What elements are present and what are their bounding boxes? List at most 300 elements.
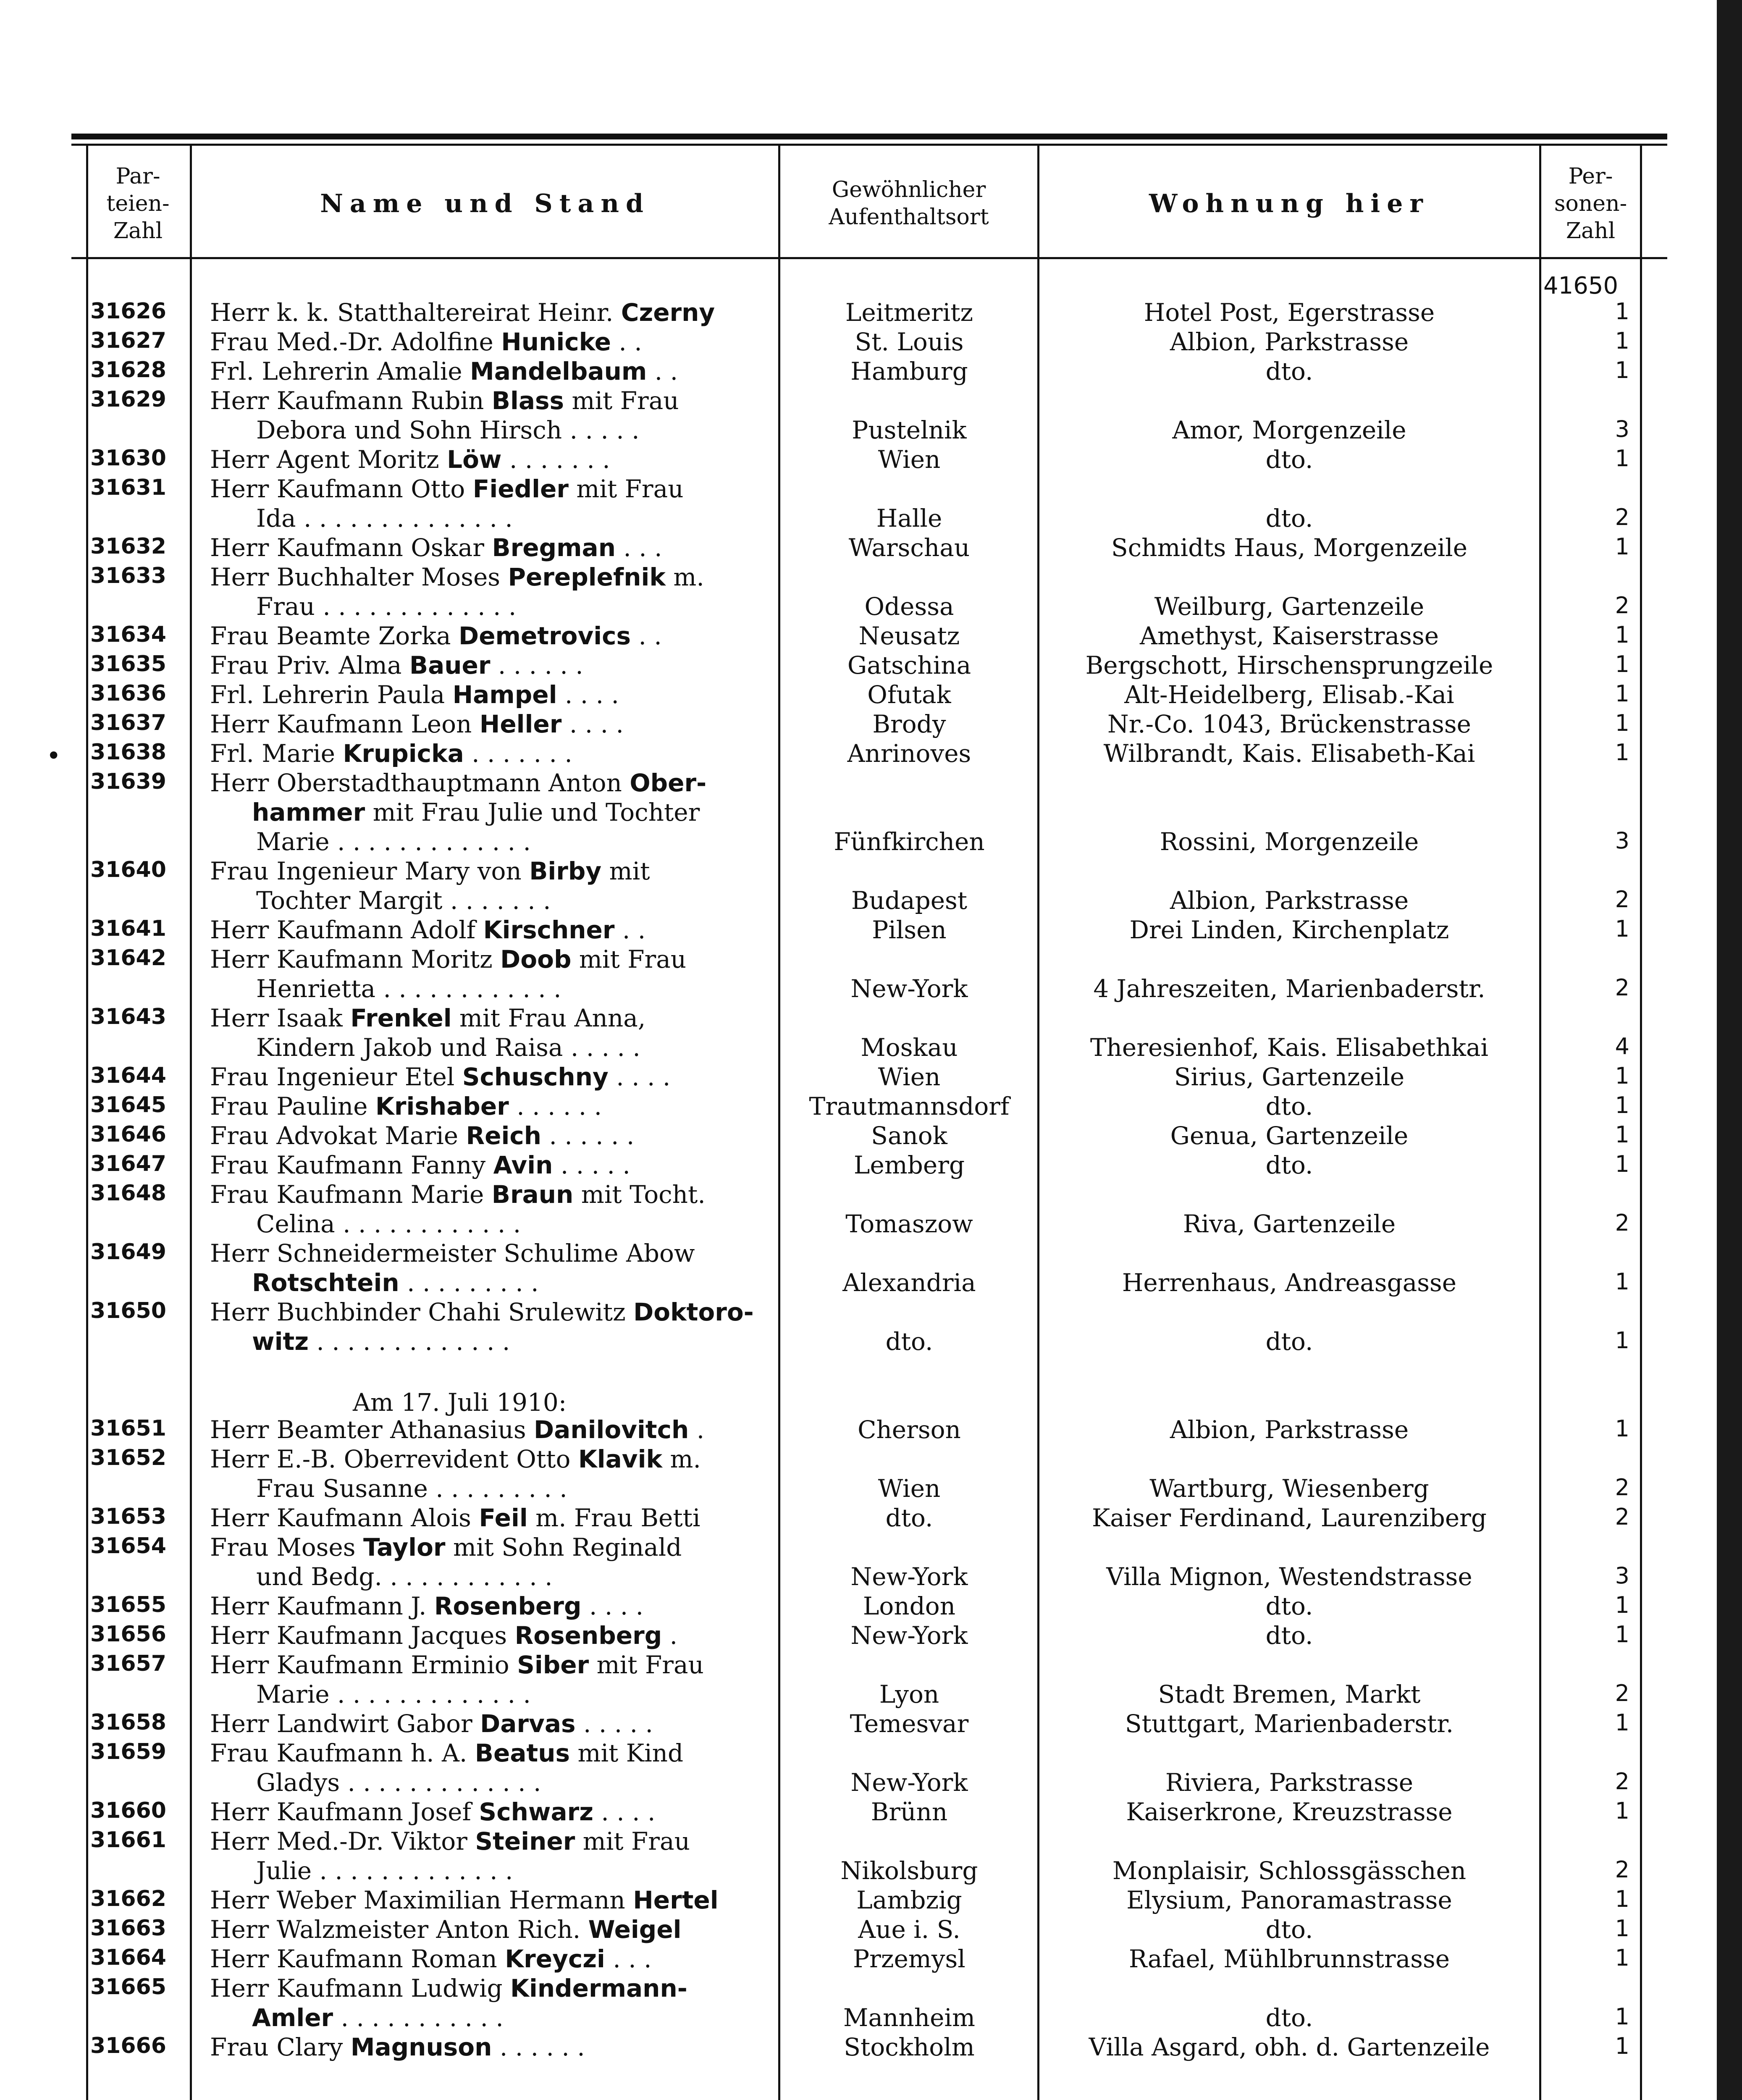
entry-address: Riva, Gartenzeile (1183, 1210, 1396, 1238)
entry-surname: Steiner (475, 1827, 575, 1856)
entry-name-line (210, 1974, 687, 2003)
entry-name-tail: . . . . (581, 1592, 644, 1620)
entry-surname: Rosenberg (514, 1621, 662, 1650)
entry-number: 31638 (90, 740, 166, 765)
entry-persons: 1 (1615, 680, 1629, 707)
entry-address: dto. (1265, 1592, 1313, 1620)
entry-name-line (210, 533, 662, 562)
entry-address: dto. (1265, 2003, 1313, 2032)
entry-origin: Nikolsburg (840, 1856, 978, 1885)
entry-surname: Darvas (480, 1709, 576, 1738)
entry-surname: Schuschny (462, 1063, 609, 1091)
entry-name-text: Frau Beamte Zorka (210, 622, 459, 650)
entry-surname: Amler (252, 2003, 333, 2032)
entry-origin: Wien (878, 1063, 941, 1091)
entry-name-text: Herr Kaufmann Ludwig (210, 1974, 511, 2003)
entry-name-text: Herr E.-B. Oberrevident Otto (210, 1445, 578, 1473)
entry-address: Weilburg, Gartenzeile (1154, 592, 1425, 621)
entry-origin: Brünn (871, 1798, 948, 1826)
entry-name-text: Frau Susanne . . . . . . . . . (256, 1474, 567, 1503)
entry-name-line (256, 888, 551, 913)
entry-address: Albion, Parkstrasse (1170, 886, 1409, 915)
header-number: Par- teien- Zahl (106, 163, 170, 244)
entry-persons: 1 (1615, 2033, 1629, 2059)
entry-name-line (256, 1212, 521, 1236)
entry-number: 31651 (90, 1416, 166, 1441)
entry-address: dto. (1265, 357, 1313, 386)
entry-name-text: Herr Landwirt Gabor (210, 1709, 480, 1738)
entry-origin: New-York (850, 974, 968, 1003)
entry-name-text: Frau . . . . . . . . . . . . . (256, 592, 517, 621)
entry-name-line: Marie . . . . . . . . . . . . . (256, 827, 531, 856)
entry-name-text: Frau Med.-Dr. Adolfine (210, 328, 501, 356)
entry-name-tail: . . (611, 328, 642, 356)
entry-name-tail: . . . . . . . . . (399, 1268, 539, 1297)
entry-persons: 2 (1615, 1856, 1629, 1883)
entry-name-tail: . . . . . . . . . . . (333, 2003, 504, 2032)
entry-surname: Avin (493, 1151, 553, 1179)
entry-origin: Pilsen (872, 916, 947, 944)
entry-name-line (210, 1182, 706, 1207)
entry-address: Stuttgart, Marienbaderstr. (1125, 1709, 1454, 1738)
entry-surname: Löw (447, 445, 502, 474)
entry-address: Elysium, Panoramastrasse (1126, 1886, 1452, 1914)
entry-surname: Mandelbaum (470, 357, 647, 386)
entry-number: 31630 (90, 446, 166, 471)
entry-name-line (256, 1476, 567, 1501)
entry-number: 31641 (90, 916, 166, 941)
entry-name-line (210, 1947, 652, 1971)
entry-name-line (210, 357, 678, 386)
entry-persons: 1 (1615, 1886, 1629, 1912)
entry-name-tail: . . . . (557, 680, 619, 709)
entry-address: Kaiserkrone, Kreuzstrasse (1126, 1798, 1453, 1826)
entry-address: dto. (1265, 1621, 1313, 1650)
col-line-name (778, 146, 780, 2100)
entry-name-line (210, 1300, 754, 1324)
entry-name-line (210, 330, 642, 354)
entry-name-line (210, 1092, 602, 1121)
entry-number: 31647 (90, 1151, 166, 1176)
entry-number: 31646 (90, 1122, 166, 1147)
entry-address: Wartburg, Wiesenberg (1149, 1474, 1429, 1503)
entry-persons: 1 (1615, 1621, 1629, 1648)
entry-surname: Krupicka (343, 739, 464, 768)
entry-surname: Birby (529, 857, 602, 885)
entry-persons: 1 (1615, 1268, 1629, 1295)
entry-origin: Halle (876, 504, 942, 533)
entry-name-text: Herr Buchhalter Moses (210, 563, 508, 591)
entry-surname: Frenkel (350, 1004, 452, 1032)
entry-name-line (210, 859, 650, 883)
entry-surname: Demetrovics (459, 622, 631, 650)
entry-name-tail: . . . . . . . . . . . . . (308, 1327, 510, 1356)
entry-address: Villa Mignon, Westendstrasse (1106, 1562, 1472, 1591)
entry-origin: Brody (872, 710, 946, 738)
entry-name-tail: . . . . (608, 1063, 671, 1091)
entry-persons: 1 (1615, 357, 1629, 383)
entry-address: Amethyst, Kaiserstrasse (1139, 622, 1439, 650)
entry-name-text: Frau Moses (210, 1533, 363, 1562)
entry-origin: Odessa (864, 592, 954, 621)
entry-name-line (210, 300, 715, 325)
entry-persons: 2 (1615, 886, 1629, 913)
entry-surname: Magnuson (350, 2033, 492, 2061)
entry-origin: Gatschina (847, 651, 971, 680)
entry-name-line (210, 1653, 704, 1677)
entry-surname: Doob (500, 945, 572, 974)
entry-name-text: Frl. Lehrerin Paula (210, 680, 453, 709)
entry-name-tail: mit Frau (568, 475, 684, 503)
entry-name-text: Herr Kaufmann J. (210, 1592, 434, 1620)
entry-origin: Sanok (871, 1121, 947, 1150)
entry-address: dto. (1265, 1151, 1313, 1179)
entry-address: Schmidts Haus, Morgenzeile (1111, 533, 1468, 562)
entry-address: Nr.-Co. 1043, Brückenstrasse (1107, 710, 1471, 738)
entry-name-tail: m. Frau Betti (527, 1504, 700, 1532)
entry-surname: Czerny (621, 298, 715, 327)
entry-origin: Lyon (879, 1680, 939, 1709)
entry-origin: Lemberg (853, 1151, 965, 1179)
entry-surname: Kirschner (483, 916, 615, 944)
entry-persons: 1 (1615, 298, 1629, 325)
entry-name-text: Frau Priv. Alma (210, 651, 409, 680)
entry-persons: 1 (1615, 1063, 1629, 1089)
entry-name-text: Herr Kaufmann Roman (210, 1945, 505, 1973)
entry-surname: Fiedler (472, 475, 569, 503)
entry-name-line (256, 418, 640, 442)
entry-name-text: Frau Pauline (210, 1092, 375, 1121)
entry-name-text: Henrietta . . . . . . . . . . . . (256, 974, 561, 1003)
col-line-persons (1640, 146, 1642, 2100)
entry-persons: 2 (1615, 592, 1629, 619)
entry-surname: Weigel (588, 1915, 682, 1944)
entry-origin: Cherson (858, 1415, 961, 1444)
entry-name-line (210, 1153, 630, 1177)
entry-name-tail: . . . (605, 1945, 652, 1973)
entry-surname: Beatus (475, 1739, 570, 1767)
entry-number: 31662 (90, 1886, 166, 1911)
entry-surname: Feil (479, 1504, 528, 1532)
entry-persons: 2 (1615, 1474, 1629, 1501)
entry-origin: Wien (878, 1474, 941, 1503)
entry-surname: Krishaber (375, 1092, 509, 1121)
entry-number: 31634 (90, 622, 166, 647)
entry-name-tail: . . . . . . (509, 1092, 602, 1121)
entry-origin: New-York (850, 1768, 968, 1797)
entry-name-line (210, 1506, 700, 1530)
entry-name-line (210, 712, 624, 736)
entry-surname: Siber (517, 1651, 589, 1679)
entry-origin: Temesvar (850, 1709, 969, 1738)
col-line-left (86, 146, 88, 2100)
entry-number: 31658 (90, 1710, 166, 1735)
entry-persons: 4 (1615, 1033, 1629, 1060)
entry-address: Riviera, Parkstrasse (1165, 1768, 1414, 1797)
entry-name-tail: . . . . . . (541, 1121, 635, 1150)
entry-name-tail: mit Frau (589, 1651, 704, 1679)
entry-name-line (210, 651, 583, 680)
entry-name-tail: . . . . . . (492, 2033, 585, 2061)
entry-origin: St. Louis (855, 328, 964, 356)
entry-address: Bergschott, Hirschensprungzeile (1085, 651, 1493, 680)
entry-name-text: und Bedg. . . . . . . . . . . . (256, 1562, 553, 1591)
header-address: Wohnung hier (1149, 189, 1430, 218)
entry-origin: Leitmeritz (845, 298, 973, 327)
entry-address: Wilbrandt, Kais. Elisabeth-Kai (1103, 739, 1475, 768)
entry-surname: Taylor (363, 1533, 446, 1562)
entry-persons: 1 (1615, 1151, 1629, 1177)
entry-origin: Pustelnik (852, 416, 967, 444)
entry-name-line (210, 1239, 695, 1268)
entry-name-line (210, 1741, 683, 1765)
entry-name-line (252, 1270, 539, 1295)
entry-origin: Trautmannsdorf (809, 1092, 1010, 1121)
entry-number: 31666 (90, 2033, 166, 2058)
entry-persons: 1 (1615, 1945, 1629, 1971)
entry-address: Albion, Parkstrasse (1170, 328, 1409, 356)
entry-name-line (210, 2035, 585, 2059)
col-line-origin (1037, 146, 1039, 2100)
header-persons: Per- sonen- Zahl (1554, 163, 1627, 244)
entry-name-line (252, 798, 700, 827)
entry-origin: Moskau (861, 1033, 958, 1062)
entry-number: 31656 (90, 1622, 166, 1647)
entry-surname: witz (252, 1327, 309, 1356)
entry-surname: hammer (252, 798, 365, 827)
entry-origin: London (863, 1592, 956, 1620)
entry-name-line (210, 771, 706, 795)
entry-origin: Aue i. S. (858, 1915, 960, 1944)
entry-name-text: Herr Kaufmann Oskar (210, 533, 492, 562)
entry-name-line (210, 1006, 645, 1030)
entry-address: dto. (1265, 445, 1313, 474)
entry-persons: 1 (1615, 739, 1629, 766)
entry-name-text: Herr Kaufmann Josef (210, 1798, 479, 1826)
entry-surname: Ober- (630, 769, 707, 797)
entry-name-line (256, 1770, 541, 1795)
entry-name-text: Herr Walzmeister Anton Rich. (210, 1915, 588, 1944)
entry-address: Sirius, Gartenzeile (1174, 1063, 1405, 1091)
entry-name-line (256, 504, 513, 533)
entry-name-line (210, 565, 704, 589)
entry-name-text: Frl. Marie (210, 739, 343, 768)
entry-number: 31635 (90, 651, 166, 677)
entry-name-line (256, 1858, 513, 1883)
entry-name-tail: mit (601, 857, 650, 885)
entry-name-tail: mit Frau (564, 386, 679, 415)
entry-name-line (210, 1888, 719, 1912)
entry-name-line (210, 477, 684, 501)
entry-origin: Fünfkirchen (834, 827, 985, 856)
entry-name-text: Kindern Jakob und Raisa . . . . . (256, 1033, 640, 1062)
entry-surname: Schwarz (479, 1798, 593, 1826)
entry-number: 31660 (90, 1798, 166, 1823)
entry-number: 31633 (90, 563, 166, 588)
entry-name-text: Frau Clary (210, 2033, 351, 2061)
entry-name-text: Gladys . . . . . . . . . . . . . (256, 1768, 541, 1797)
entry-name-text: Herr Kaufmann Otto (210, 475, 473, 503)
entry-persons: 1 (1615, 1592, 1629, 1618)
entry-name-text: Herr Med.-Dr. Viktor (210, 1827, 475, 1856)
entry-number: 31661 (90, 1827, 166, 1853)
entry-number: 31643 (90, 1004, 166, 1029)
entry-surname: Doktoro- (633, 1298, 754, 1326)
entry-name-tail: mit Frau Anna, (451, 1004, 646, 1032)
entry-origin: dto. (885, 1504, 933, 1532)
entry-name-text: Herr k. k. Statthaltereirat Heinr. (210, 298, 621, 327)
entry-surname: Hunicke (501, 328, 611, 356)
entry-name-line (210, 1800, 655, 1824)
entry-number: 31663 (90, 1916, 166, 1941)
entry-name-text: Herr Kaufmann Adolf (210, 916, 483, 944)
col-line-address (1539, 146, 1541, 2100)
entry-name-text: Julie . . . . . . . . . . . . . (256, 1856, 513, 1885)
entry-name-line (210, 1121, 635, 1150)
entry-persons: 2 (1615, 1504, 1629, 1530)
entry-persons: 2 (1615, 1210, 1629, 1236)
entry-name-text: Herr Beamter Athanasius (210, 1415, 534, 1444)
entry-name-line (210, 1827, 690, 1856)
entry-address: Villa Asgard, obh. d. Gartenzeile (1089, 2033, 1490, 2061)
stray-mark: • (46, 741, 61, 771)
entry-surname: Kindermann- (510, 1974, 687, 2003)
entry-name-text: Tochter Margit . . . . . . . (256, 886, 551, 915)
entry-number: 31657 (90, 1651, 166, 1676)
entry-name-text: Herr Kaufmann Rubin (210, 386, 492, 415)
entry-name-tail: mit Kind (570, 1739, 684, 1767)
entry-name-tail: . . (631, 622, 662, 650)
entry-persons: 1 (1615, 622, 1629, 648)
entry-name-text: Celina . . . . . . . . . . . . (256, 1210, 521, 1238)
entry-number: 31629 (90, 387, 166, 412)
entry-surname: Rotschtein (252, 1268, 399, 1297)
entry-number: 31650 (90, 1298, 166, 1323)
entry-name-tail: . (662, 1621, 678, 1650)
entry-origin: Wien (878, 445, 941, 474)
entry-number: 31648 (90, 1181, 166, 1206)
entry-origin: dto. (885, 1327, 933, 1356)
entry-origin: Hamburg (850, 357, 968, 386)
entry-number: 31636 (90, 681, 166, 706)
scan-edge (1717, 0, 1742, 2100)
entry-name-text: Frl. Lehrerin Amalie (210, 357, 470, 386)
entry-name-text: Frau Kaufmann Fanny (210, 1151, 493, 1179)
entry-persons: 1 (1615, 1092, 1629, 1118)
entry-surname: Pereplefnik (508, 563, 666, 591)
entry-surname: Heller (479, 710, 562, 738)
entry-number: 31654 (90, 1533, 166, 1559)
entry-name-text: Herr Kaufmann Erminio (210, 1651, 517, 1679)
entry-number: 31649 (90, 1239, 166, 1265)
entry-persons: 1 (1615, 651, 1629, 677)
entry-persons: 3 (1615, 827, 1629, 854)
header-rule (71, 257, 1667, 259)
entry-persons: 2 (1615, 1768, 1629, 1795)
entry-persons: 2 (1615, 504, 1629, 530)
entry-number: 31655 (90, 1592, 166, 1617)
entry-address: Monplaisir, Schlossgässchen (1112, 1856, 1467, 1885)
entry-persons: 1 (1615, 2003, 1629, 2030)
entry-number: 31631 (90, 475, 166, 500)
entry-name-text: Herr Weber Maximilian Hermann (210, 1886, 633, 1914)
entry-surname: Hampel (452, 680, 557, 709)
entry-number: 31632 (90, 534, 166, 559)
entry-name-text: Herr Kaufmann Jacques (210, 1621, 515, 1650)
entry-name-tail: . . (614, 916, 646, 944)
entry-address: dto. (1265, 1915, 1313, 1944)
entry-origin: Stockholm (844, 2033, 975, 2061)
entry-origin: Warschau (848, 533, 970, 562)
entry-origin: Przemysl (853, 1945, 965, 1973)
entry-number: 31652 (90, 1445, 166, 1470)
entry-address: dto. (1265, 1327, 1313, 1356)
entry-number: 31627 (90, 328, 166, 353)
entry-persons: 1 (1615, 445, 1629, 472)
entry-surname: Kreyczi (505, 1945, 605, 1973)
entry-name-tail: m. (662, 1445, 701, 1473)
entry-name-line (210, 1415, 705, 1444)
entry-name-tail: . . . . . (553, 1151, 630, 1179)
entry-address: dto. (1265, 504, 1313, 533)
entry-persons: 1 (1615, 1915, 1629, 1942)
entry-surname: Klavik (578, 1445, 663, 1473)
entry-name-text: Herr Agent Moritz (210, 445, 447, 474)
entry-name-text: Frau Ingenieur Mary von (210, 857, 530, 885)
entry-name-tail: . . (647, 357, 678, 386)
entry-persons: 3 (1615, 416, 1629, 442)
entry-name-text: Frau Kaufmann h. A. (210, 1739, 475, 1767)
entry-name-line (210, 1623, 677, 1648)
entry-name-line (252, 2003, 504, 2032)
entry-name-line (256, 594, 516, 619)
entry-origin: New-York (850, 1621, 968, 1650)
entry-address: Kaiser Ferdinand, Laurenziberg (1091, 1504, 1487, 1532)
entry-name-text: Herr Buchbinder Chahi Srulewitz (210, 1298, 634, 1326)
entry-address: Rafael, Mühlbrunnstrasse (1128, 1945, 1450, 1973)
entry-name-line (210, 624, 662, 648)
entry-surname: Rosenberg (434, 1592, 582, 1620)
entry-origin: Neusatz (858, 622, 960, 650)
carry-in-total: 41650 (1543, 272, 1619, 299)
entry-name-tail: . . . . (561, 710, 624, 738)
top-rule-thin (71, 144, 1667, 146)
entry-name-tail: . . . . . . . (464, 739, 572, 768)
top-rule-thick (71, 134, 1667, 139)
entry-name-line (210, 1709, 653, 1738)
entry-address: dto. (1265, 1092, 1313, 1121)
entry-number: 31653 (90, 1504, 166, 1529)
entry-persons: 1 (1615, 328, 1629, 354)
entry-name-tail: mit Frau (575, 1827, 690, 1856)
entry-name-text: Debora und Sohn Hirsch . . . . . (256, 416, 640, 444)
entry-name-text: Herr Kaufmann Moritz (210, 945, 501, 974)
entry-persons: 1 (1615, 1415, 1629, 1442)
entry-name-text: Ida . . . . . . . . . . . . . . (256, 504, 513, 533)
entry-number: 31665 (90, 1974, 166, 2000)
entry-surname: Braun (491, 1180, 574, 1209)
entry-name-tail: mit Frau Julie und Tochter (365, 798, 700, 827)
entry-name-tail: . . . (615, 533, 662, 562)
entry-address: 4 Jahreszeiten, Marienbaderstr. (1093, 974, 1485, 1003)
header-name: Name und Stand (320, 189, 650, 218)
entry-name-line (210, 1594, 643, 1618)
entry-name-text: Frau Kaufmann Marie (210, 1180, 492, 1209)
entry-surname: Bauer (409, 651, 491, 680)
entry-address: Amor, Morgenzeile (1172, 416, 1406, 444)
entry-persons: 1 (1615, 1327, 1629, 1354)
entry-origin: Lambzig (856, 1886, 962, 1914)
